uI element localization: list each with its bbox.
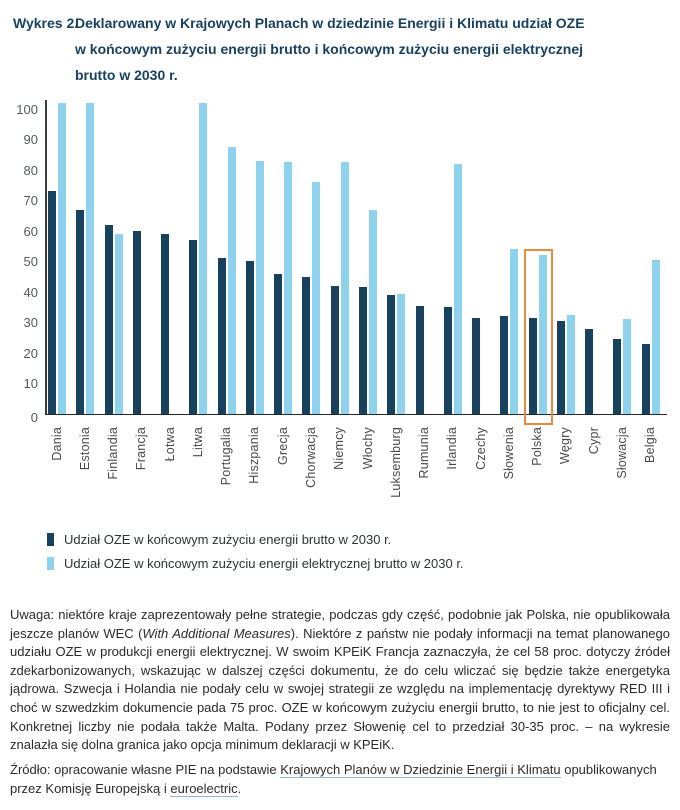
x-axis-line	[45, 414, 667, 415]
figure-source	[10, 760, 670, 798]
bar-electricity-gross	[341, 162, 349, 414]
x-axis-label: Węgry	[558, 427, 573, 465]
source-text: Źródło: opracowanie własne PIE na podstawie	[10, 762, 281, 777]
y-axis-tick: 50	[23, 254, 38, 270]
note-text: ). Niektóre z państw nie podały informacji na temat planowanego udziału OZE w produkcji energii elektrycznej. W swoim KPEiK Francja zaznaczyła, że cel 58 proc. dotyczy źródeł zdekarbonizowanych, wskazując w dalszej części dokumentu, że do celu wliczać się będzie także energetyka jądrowa. Szwecja i Holandia nie podały celu w swojej strategii ze względu na implementację dyrektywy RED III i choć w szwedzkim dokumencie pada 75 proc. OZE w końcowym zużyciu energii brutto, to nie jest to oficjalny cel. Konkretnej liczby nie podała także Malta. Podany przez Słowenię cel to przedział 30-35 proc. – na wykresie znalazła się dolna granica jako opcja minimum deklaracji w KPEiK.	[10, 625, 670, 753]
x-axis-label: Irlandia	[445, 427, 460, 470]
bar-energy-gross	[613, 339, 621, 414]
source-link-euroelectric[interactable]: euroelectric	[170, 781, 238, 796]
bar-electricity-gross	[510, 249, 518, 414]
source-link-necp[interactable]: Krajowych Planów w Dziedzinie Energii i Klimatu	[280, 762, 561, 777]
bar-energy-gross	[76, 210, 84, 414]
bar-energy-gross	[642, 344, 650, 414]
highlight-box-polska	[524, 249, 553, 425]
figure-note	[10, 606, 670, 755]
bar-energy-gross	[274, 274, 282, 414]
figure-label: Wykres 2.	[13, 15, 79, 31]
bar-energy-gross	[48, 191, 56, 414]
bar-energy-gross	[416, 306, 424, 414]
bar-electricity-gross	[567, 315, 575, 414]
figure-title-line: Deklarowany w Krajowych Planach w dziedzinie Energii i Klimatu udział OZE	[75, 15, 585, 31]
source-text: .	[237, 781, 242, 796]
legend-label: Udział OZE w końcowym zużyciu energii elektrycznej brutto w 2030 r.	[64, 556, 464, 571]
x-axis-label: Łotwa	[162, 427, 177, 462]
x-axis-label: Dania	[49, 427, 64, 461]
legend-item	[47, 556, 464, 571]
plot-area	[46, 101, 668, 414]
x-axis-label: Rumunia	[417, 427, 432, 479]
x-axis-label: Włochy	[360, 427, 375, 470]
y-axis-tick: 80	[23, 162, 38, 178]
y-axis-tick: 100	[16, 101, 38, 117]
bar-energy-gross	[359, 287, 367, 414]
chart-legend	[47, 532, 464, 580]
source-text: opublikowanych przez Komisję Europejską i	[10, 762, 657, 796]
x-axis-label: Cypr	[586, 427, 601, 455]
y-axis-tick: 20	[23, 345, 38, 361]
legend-swatch-light	[47, 557, 54, 570]
bar-energy-gross	[444, 307, 452, 414]
x-axis-label: Belgia	[643, 427, 658, 463]
bar-energy-gross	[331, 286, 339, 414]
y-axis-tick: 40	[23, 284, 38, 300]
note-italic-text: With Additional Measures	[142, 625, 291, 641]
bar-electricity-gross	[199, 103, 207, 414]
bar-energy-gross	[161, 234, 169, 414]
bar-electricity-gross	[58, 103, 66, 414]
bar-energy-gross	[387, 295, 395, 414]
x-axis-label: Polska	[530, 427, 545, 466]
x-axis-label: Grecja	[275, 427, 290, 466]
bar-energy-gross	[585, 329, 593, 414]
bar-energy-gross	[246, 261, 254, 414]
x-axis-label: Czechy	[473, 427, 488, 470]
bar-energy-gross	[189, 240, 197, 414]
bar-electricity-gross	[115, 234, 123, 414]
bar-electricity-gross	[284, 162, 292, 414]
y-axis-tick: 0	[30, 410, 38, 425]
bar-electricity-gross	[623, 319, 631, 414]
y-axis-tick: 70	[23, 193, 38, 209]
x-axis-label: Litwa	[190, 427, 205, 458]
bar-energy-gross	[557, 321, 565, 414]
x-axis-labels	[46, 426, 668, 528]
bar-energy-gross	[472, 318, 480, 414]
x-axis-label: Finlandia	[106, 427, 121, 480]
bar-electricity-gross	[256, 161, 264, 414]
bar-electricity-gross	[228, 147, 236, 414]
bar-energy-gross	[133, 231, 141, 414]
bar-energy-gross	[218, 258, 226, 414]
legend-label: Udział OZE w końcowym zużyciu energii brutto w 2030 r.	[64, 532, 392, 547]
x-axis-label: Estonia	[77, 427, 92, 471]
y-axis-tick: 10	[23, 376, 38, 392]
bar-electricity-gross	[652, 260, 660, 414]
bar-electricity-gross	[312, 182, 320, 414]
bar-electricity-gross	[397, 294, 405, 415]
x-axis-label: Chorwacja	[303, 427, 318, 488]
y-axis-tick: 30	[23, 315, 38, 331]
x-axis-label: Słowacja	[614, 427, 629, 479]
note-text: Uwaga: niektóre kraje zaprezentowały pełne strategie, podczas gdy część, podobnie jak Polska, nie opublikowała jeszcze planów WEC (	[10, 607, 670, 641]
bar-electricity-gross	[86, 103, 94, 414]
x-axis-label: Słowenia	[501, 427, 516, 480]
bar-electricity-gross	[454, 164, 462, 414]
bar-electricity-gross	[369, 210, 377, 414]
figure-title-line: brutto w 2030 r.	[75, 67, 178, 83]
x-axis-label: Hiszpania	[247, 427, 262, 484]
bar-energy-gross	[105, 225, 113, 414]
x-axis-label: Francja	[134, 427, 149, 471]
figure-title-line: w końcowym zużyciu energii brutto i końcowym zużyciu energii elektrycznej	[75, 41, 584, 57]
x-axis-label: Niemcy	[332, 427, 347, 470]
x-axis-label: Luksemburg	[388, 427, 403, 498]
x-axis-label: Portugalia	[219, 427, 234, 486]
legend-item	[47, 532, 464, 547]
bar-energy-gross	[500, 316, 508, 414]
bar-energy-gross	[302, 277, 310, 414]
y-axis-tick: 90	[23, 132, 38, 148]
legend-swatch-dark	[47, 533, 54, 546]
y-axis-tick: 60	[23, 223, 38, 239]
